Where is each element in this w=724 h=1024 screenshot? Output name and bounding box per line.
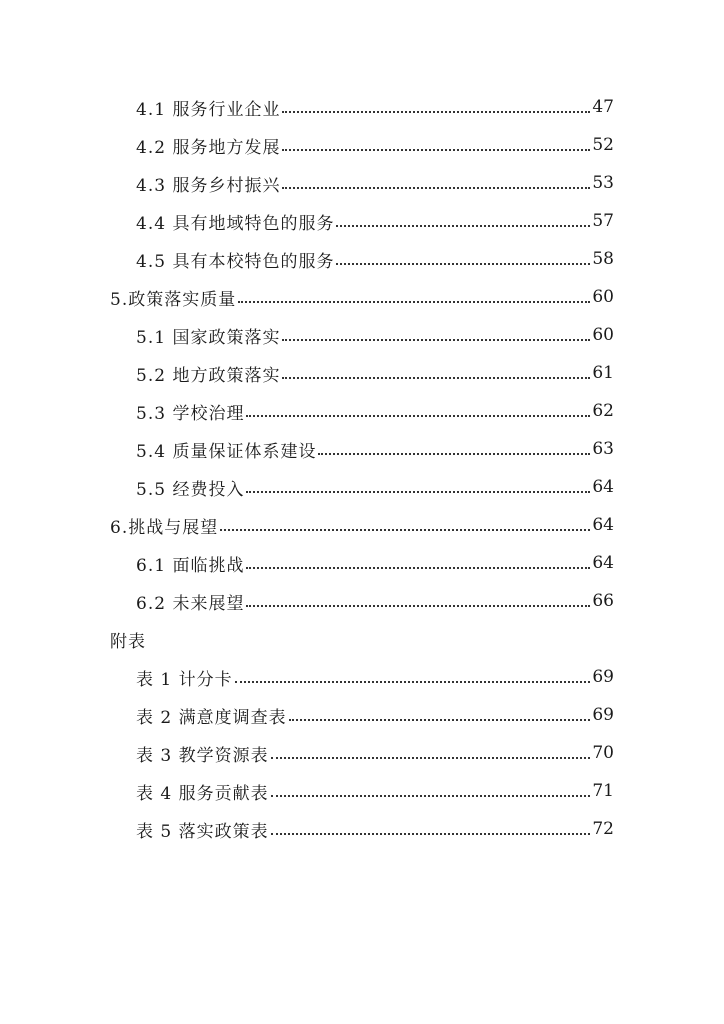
toc-entry-label: 6.1 面临挑战 (136, 555, 245, 576)
toc-entry-5-2[interactable] (0, 354, 724, 392)
dot-leader (282, 135, 590, 155)
toc-entry-label: 5.5 经费投入 (136, 479, 245, 500)
toc-page-number: 64 (592, 515, 614, 535)
toc-page-number: 58 (592, 249, 614, 269)
toc-entry-4-1[interactable] (0, 88, 724, 126)
toc-page-number: 64 (592, 477, 614, 497)
toc-entry-label: 附表 (110, 631, 146, 652)
toc-entry-label: 4.3 服务乡村振兴 (136, 175, 281, 196)
toc-page-number: 57 (592, 211, 614, 231)
toc-page-number: 52 (592, 135, 614, 155)
toc-entry-5-4[interactable] (0, 430, 724, 468)
dot-leader (271, 819, 591, 839)
toc-entry-5-5[interactable] (0, 468, 724, 506)
dot-leader (289, 705, 591, 725)
toc-page-number: 60 (592, 325, 614, 345)
toc-entry-label: 4.5 具有本校特色的服务 (136, 251, 335, 272)
toc-page-number: 64 (592, 553, 614, 573)
toc-entry-6[interactable] (0, 506, 724, 544)
toc-entry-label: 表 2 满意度调查表 (136, 707, 287, 728)
dot-leader (318, 439, 590, 459)
toc-page-number: 72 (592, 819, 614, 839)
dot-leader (271, 743, 591, 763)
toc-entry-label: 5.政策落实质量 (110, 289, 237, 310)
toc-entry-6-1[interactable] (0, 544, 724, 582)
toc-entry-label: 表 1 计分卡 (136, 669, 233, 690)
toc-page-number: 69 (592, 667, 614, 687)
dot-leader (238, 287, 590, 307)
toc-entry-5-3[interactable] (0, 392, 724, 430)
toc-page-number: 70 (592, 743, 614, 763)
toc-entry-table-4[interactable] (0, 772, 724, 810)
toc-entry-label: 4.1 服务行业企业 (136, 99, 281, 120)
toc-entry-label: 6.2 未来展望 (136, 593, 245, 614)
dot-leader (271, 781, 591, 801)
dot-leader (246, 477, 590, 497)
toc-entry-4-4[interactable] (0, 202, 724, 240)
toc-entry-table-1[interactable] (0, 658, 724, 696)
toc-entry-4-2[interactable] (0, 126, 724, 164)
toc-entry-table-3[interactable] (0, 734, 724, 772)
toc-page-number: 61 (592, 363, 614, 383)
toc-page-number: 71 (592, 781, 614, 801)
dot-leader (246, 401, 590, 421)
dot-leader (282, 97, 590, 117)
dot-leader (282, 363, 590, 383)
toc-entry-label: 表 5 落实政策表 (136, 821, 269, 842)
toc-entry-table-2[interactable] (0, 696, 724, 734)
dot-leader (336, 211, 590, 231)
toc-entry-6-2[interactable] (0, 582, 724, 620)
toc-entry-4-5[interactable] (0, 240, 724, 278)
toc-entry-label: 表 3 教学资源表 (136, 745, 269, 766)
toc-entry-label: 表 4 服务贡献表 (136, 783, 269, 804)
toc-page-number: 66 (592, 591, 614, 611)
toc-page-number: 53 (592, 173, 614, 193)
dot-leader (235, 667, 591, 687)
toc-entry-5[interactable] (0, 278, 724, 316)
toc-entry-4-3[interactable] (0, 164, 724, 202)
dot-leader (246, 591, 590, 611)
toc-page-number: 62 (592, 401, 614, 421)
toc-page-number: 63 (592, 439, 614, 459)
toc-entry-5-1[interactable] (0, 316, 724, 354)
toc-entry-label: 5.3 学校治理 (136, 403, 245, 424)
toc-entry-label: 5.1 国家政策落实 (136, 327, 281, 348)
dot-leader (220, 515, 590, 535)
toc-page-number: 47 (592, 97, 614, 117)
toc-entry-label: 5.4 质量保证体系建设 (136, 441, 317, 462)
dot-leader (282, 173, 590, 193)
toc-heading-appendix[interactable] (0, 620, 724, 658)
toc-entry-label: 4.2 服务地方发展 (136, 137, 281, 158)
dot-leader (282, 325, 590, 345)
toc-page-number: 60 (592, 287, 614, 307)
dot-leader (246, 553, 590, 573)
toc-entry-label: 6.挑战与展望 (110, 517, 219, 538)
toc-entry-label: 5.2 地方政策落实 (136, 365, 281, 386)
table-of-contents (0, 88, 724, 848)
dot-leader (336, 249, 590, 269)
toc-entry-label: 4.4 具有地域特色的服务 (136, 213, 335, 234)
toc-page-number: 69 (592, 705, 614, 725)
toc-entry-table-5[interactable] (0, 810, 724, 848)
